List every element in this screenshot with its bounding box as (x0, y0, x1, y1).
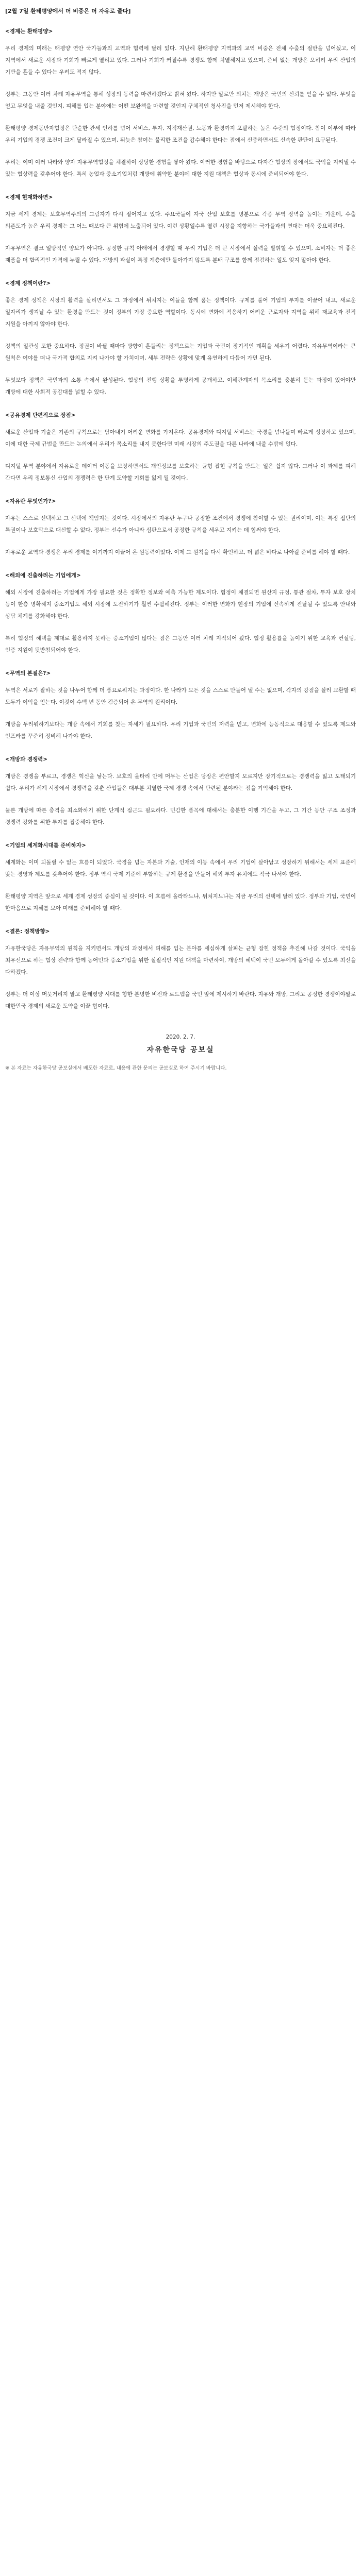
paragraph: 우리는 이미 여러 나라와 양자 자유무역협정을 체결하여 상당한 경험을 쌓아 왔다. 이러한 경험을 바탕으로 다자간 협상의 장에서도 국익을 지켜낼 수 있는 협상력을 갖추어야 한다. 특히 농업과 중소기업처럼 개방에 취약한 분야에 대한 지원 대책은 협상과 동시에 준비되어야 한다. (5, 159, 356, 177)
section-heading: <결론: 정책방향> (5, 928, 50, 935)
paragraph: 개방은 경쟁을 부르고, 경쟁은 혁신을 낳는다. 보호의 울타리 안에 머무는 산업은 당장은 편안할지 모르지만 장기적으로는 경쟁력을 잃고 도태되기 쉽다. 우리가 세계 시장에서 경쟁력을 갖춘 산업들은 대부분 치열한 국제 경쟁 속에서 단련된 분야라는 점을 기억해야 한다. (5, 773, 356, 791)
paragraph: 무엇보다 정책은 국민과의 소통 속에서 완성된다. 협상의 진행 상황을 투명하게 공개하고, 이해관계자의 목소리를 충분히 듣는 과정이 있어야만 개방에 대한 사회적 공감대를 넓힐 수 있다. (5, 377, 356, 395)
paragraph: 정책의 일관성 또한 중요하다. 정권이 바뀔 때마다 방향이 흔들리는 정책으로는 기업과 국민이 장기적인 계획을 세우기 어렵다. 자유무역이라는 큰 원칙은 여야를 떠나 국가적 합의로 지켜 나가야 할 가치이며, 세부 전략은 상황에 맞게 유연하게 다듬어 가면 된다. (5, 343, 356, 361)
document-page (0, 0, 361, 1089)
paragraph: 물론 개방에 따른 충격을 최소화하기 위한 단계적 접근도 필요하다. 민감한 품목에 대해서는 충분한 이행 기간을 두고, 그 기간 동안 구조 조정과 경쟁력 강화를 위한 투자를 집중해야 한다. (5, 807, 356, 825)
paragraph: 특히 협정의 혜택을 제대로 활용하지 못하는 중소기업이 많다는 점은 그동안 여러 차례 지적되어 왔다. 협정 활용률을 높이기 위한 교육과 컨설팅, 인증 지원이 뒷받침되어야 한다. (5, 635, 356, 653)
section-heading: <경제는 환태평양> (5, 28, 53, 35)
document-title: [2월 7일 환태평양에서 더 비중은 더 자유로 줄다] (5, 8, 131, 14)
footnote: ※ 본 자료는 자유한국당 공보실에서 배포한 자료로, 내용에 관한 문의는 공보실로 하여 주시기 바랍니다. (5, 1065, 227, 1071)
organization-name: 자유한국당 공보실 (146, 1046, 215, 1054)
section-heading: <무역의 본질은?> (5, 670, 51, 676)
paragraph: 개방을 두려워하기보다는 개방 속에서 기회를 찾는 자세가 필요하다. 우리 기업과 국민의 저력을 믿고, 변화에 능동적으로 대응할 수 있도록 제도와 인프라를 꾸준히 정비해 나가야 한다. (5, 721, 356, 739)
paragraph: 디지털 무역 분야에서 자유로운 데이터 이동을 보장하면서도 개인정보를 보호하는 균형 잡힌 규칙을 만드는 일은 쉽지 않다. 그러나 이 과제를 피해 간다면 우리 정보통신 산업의 경쟁력은 한 단계 도약할 기회를 잃게 될 것이다. (5, 463, 356, 481)
section (5, 280, 356, 398)
section (5, 28, 356, 180)
document-body (5, 28, 356, 1012)
paragraph: 자유무역은 결코 일방적인 양보가 아니다. 공정한 규칙 아래에서 경쟁할 때 우리 기업은 더 큰 시장에서 실력을 발휘할 수 있으며, 소비자는 더 좋은 제품을 더 합리적인 가격에 누릴 수 있다. 개방의 과실이 특정 계층에만 돌아가지 않도록 분배 구조를 함께 점검하는 일도 잊지 말아야 한다. (5, 245, 356, 263)
paragraph: 지금 세계 경제는 보호무역주의의 그림자가 다시 짙어지고 있다. 주요국들이 자국 산업 보호를 명분으로 각종 무역 장벽을 높이는 가운데, 수출 의존도가 높은 우리 경제는 그 어느 때보다 큰 위험에 노출되어 있다. 이런 상황일수록 열린 시장을 지향하는 국가들과의 연대는 더욱 중요해진다. (5, 211, 356, 229)
paragraph: 새로운 산업과 기술은 기존의 규칙으로는 담아내기 어려운 변화를 가져온다. 공유경제와 디지털 서비스는 국경을 넘나들며 빠르게 성장하고 있으며, 이에 대한 국제 규범을 만드는 논의에서 우리가 목소리를 내지 못한다면 미래 시장의 주도권을 다른 나라에 내줄 수밖에 없다. (5, 429, 356, 447)
section (5, 572, 356, 656)
section (5, 670, 356, 742)
section (5, 412, 356, 484)
section-heading: <기업의 세계화시대를 준비하자> (5, 842, 86, 849)
section (5, 928, 356, 1012)
paragraph: 우리 경제의 미래는 태평양 연안 국가들과의 교역과 협력에 달려 있다. 지난해 환태평양 지역과의 교역 비중은 전체 수출의 절반을 넘어섰고, 이 지역에서 새로운 시장과 기회가 빠르게 열리고 있다. 그러나 기회가 커질수록 경쟁도 함께 치열해지고 있으며, 준비 없는 개방은 오히려 우리 산업의 기반을 흔들 수 있다는 우려도 적지 않다. (5, 45, 356, 75)
paragraph: 자유로운 교역과 경쟁은 우리 경제를 여기까지 이끌어 온 원동력이었다. 이제 그 원칙을 다시 확인하고, 더 넓은 바다로 나아갈 준비를 해야 할 때다. (5, 549, 350, 555)
section-heading: <공유경제 단편적으로 장점> (5, 412, 76, 418)
paragraph: 정부는 그동안 여러 차례 자유무역을 통해 성장의 동력을 마련하겠다고 밝혀 왔다. 하지만 말로만 외치는 개방은 국민의 신뢰를 얻을 수 없다. 무엇을 얻고 무엇을 내줄 것인지, 피해를 입는 분야에는 어떤 보완책을 마련할 것인지 구체적인 청사진을 먼저 제시해야 한다. (5, 91, 356, 109)
paragraph: 자유는 스스로 선택하고 그 선택에 책임지는 것이다. 시장에서의 자유란 누구나 공정한 조건에서 경쟁에 참여할 수 있는 권리이며, 이는 특정 집단의 특권이나 보호막으로 대신할 수 없다. 정부는 선수가 아니라 심판으로서 공정한 규칙을 세우고 지키는 데 힘써야 한다. (5, 515, 356, 533)
paragraph: 환태평양 경제동반자협정은 단순한 관세 인하를 넘어 서비스, 투자, 지적재산권, 노동과 환경까지 포괄하는 높은 수준의 협정이다. 참여 여부에 따라 우리 기업의 경쟁 조건이 크게 달라질 수 있으며, 뒤늦은 참여는 불리한 조건을 감수해야 한다는 점에서 신중하면서도 신속한 판단이 요구된다. (5, 125, 356, 143)
section (5, 194, 356, 266)
closing-block (5, 1033, 356, 1073)
paragraph: 정부는 더 이상 머뭇거리지 말고 환태평양 시대를 향한 분명한 비전과 로드맵을 국민 앞에 제시하기 바란다. 자유와 개방, 그리고 공정한 경쟁이야말로 대한민국 경제의 새로운 도약을 이끌 힘이다. (5, 991, 356, 1009)
section-heading: <자유란 무엇인가?> (5, 498, 56, 504)
section-heading: <해외에 진출하려는 기업에게> (5, 572, 81, 579)
section-heading: <경제 정책이란?> (5, 280, 51, 286)
release-date: 2020. 2. 7. (166, 1034, 195, 1040)
paragraph: 무역은 서로가 잘하는 것을 나누어 함께 더 풍요로워지는 과정이다. 한 나라가 모든 것을 스스로 만들어 낼 수는 없으며, 각자의 강점을 살려 교환할 때 모두가 이익을 얻는다. 이것이 수백 년 동안 검증되어 온 무역의 원리이다. (5, 687, 356, 705)
paragraph: 자유한국당은 자유무역의 원칙을 지키면서도 개방의 과정에서 피해를 입는 분야를 세심하게 살피는 균형 잡힌 정책을 추진해 나갈 것이다. 국익을 최우선으로 하는 협상 전략과 함께 농어민과 중소기업을 위한 실질적인 지원 대책을 마련하여, 개방의 혜택이 국민 모두에게 돌아갈 수 있도록 최선을 다하겠다. (5, 945, 356, 975)
paragraph: 세계화는 이미 되돌릴 수 없는 흐름이 되었다. 국경을 넘는 자본과 기술, 인재의 이동 속에서 우리 기업이 살아남고 성장하기 위해서는 세계 표준에 맞는 경영과 제도를 갖추어야 한다. 정부 역시 국제 기준에 부합하는 규제 환경을 만들어 해외 투자 유치에도 적극 나서야 한다. (5, 859, 356, 877)
paragraph: 환태평양 지역은 앞으로 세계 경제 성장의 중심이 될 것이다. 이 흐름에 올라타느냐, 뒤처지느냐는 지금 우리의 선택에 달려 있다. 정부와 기업, 국민이 한마음으로 지혜를 모아 미래를 준비해야 할 때다. (5, 893, 356, 911)
paragraph: 해외 시장에 진출하려는 기업에게 가장 필요한 것은 정확한 정보와 예측 가능한 제도이다. 협정이 체결되면 원산지 규정, 통관 절차, 투자 보호 장치 등이 한층 명확해져 중소기업도 해외 시장에 도전하기가 훨씬 수월해진다. 정부는 이러한 변화가 현장의 기업에 신속하게 전달될 수 있도록 안내와 상담 체계를 강화해야 한다. (5, 589, 356, 619)
section (5, 756, 356, 828)
section (5, 498, 356, 558)
section-heading: <개방과 경쟁력> (5, 756, 48, 762)
section-heading: <경제 현재화하면> (5, 194, 53, 200)
paragraph: 좋은 경제 정책은 시장의 활력을 살리면서도 그 과정에서 뒤처지는 이들을 함께 품는 정책이다. 규제를 풀어 기업의 투자를 이끌어 내고, 새로운 일자리가 생겨날 수 있는 환경을 만드는 것이 정부의 가장 중요한 역할이다. 동시에 변화에 적응하기 어려운 근로자와 지역을 위해 재교육과 전직 지원을 아끼지 않아야 한다. (5, 297, 356, 327)
section (5, 842, 356, 914)
